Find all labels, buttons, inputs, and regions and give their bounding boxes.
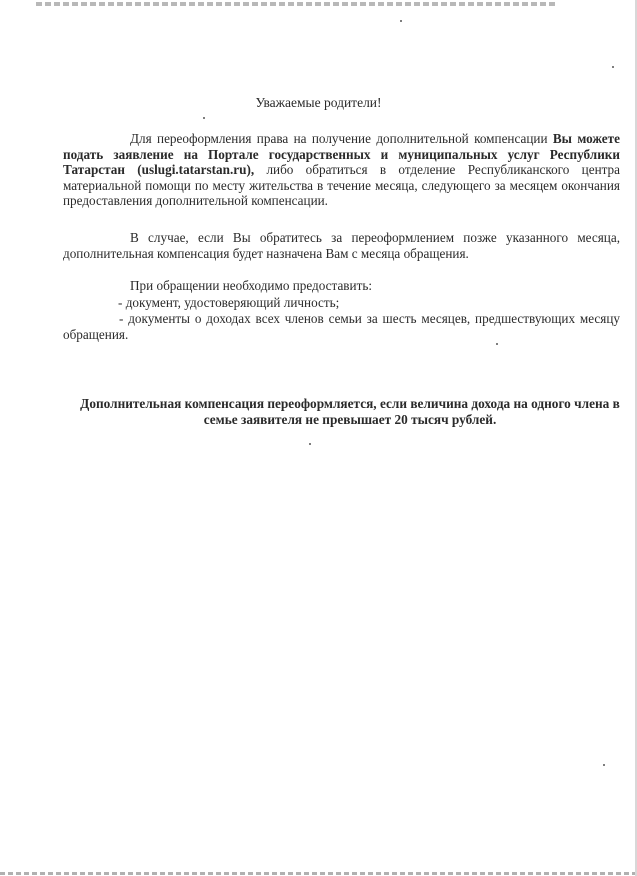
scan-bottom-edge [0,872,637,875]
scan-speck [309,443,311,445]
scan-speck [400,20,402,22]
scan-top-edge [36,2,556,6]
list-item-income-documents: - документы о доходах всех членов семьи за шесть месяцев, предшествующих месяцу обращения. [63,311,620,342]
paragraph-required-documents: При обращении необходимо предоставить: [130,278,373,293]
portal-emphasis: Вы можете подать заявление на Портале государственных и муниципальных услуг Республики Татарстан (uslugi.tatarstan.ru), [63,131,620,177]
scan-speck [496,343,498,345]
paragraph-tail: либо обратиться в отделение Республиканского центра материальной помощи по месту жительства в течение месяца, следующего за месяцем окончания предоставления дополнительной компенсации. [63,162,620,208]
list-item-identity-document: - документ, удостоверяющий личность; [118,295,340,310]
paragraph-late-application: В случае, если Вы обратитесь за переоформлением позже указанного месяца, дополнительная компенсация будет назначена Вам с месяца обращения. [63,230,620,261]
paragraph-application [63,131,620,209]
document-title: Уважаемые родители! [255,95,382,110]
paragraph-lead: Для переоформления права на получение дополнительной компенсации [130,131,553,146]
final-notice: Дополнительная компенсация переоформляется, если величина дохода на одного члена в семье заявителя не превышает 20 тысяч рублей. [80,396,620,427]
scan-speck [203,117,205,119]
scan-speck [603,764,605,766]
scan-speck [612,66,614,68]
